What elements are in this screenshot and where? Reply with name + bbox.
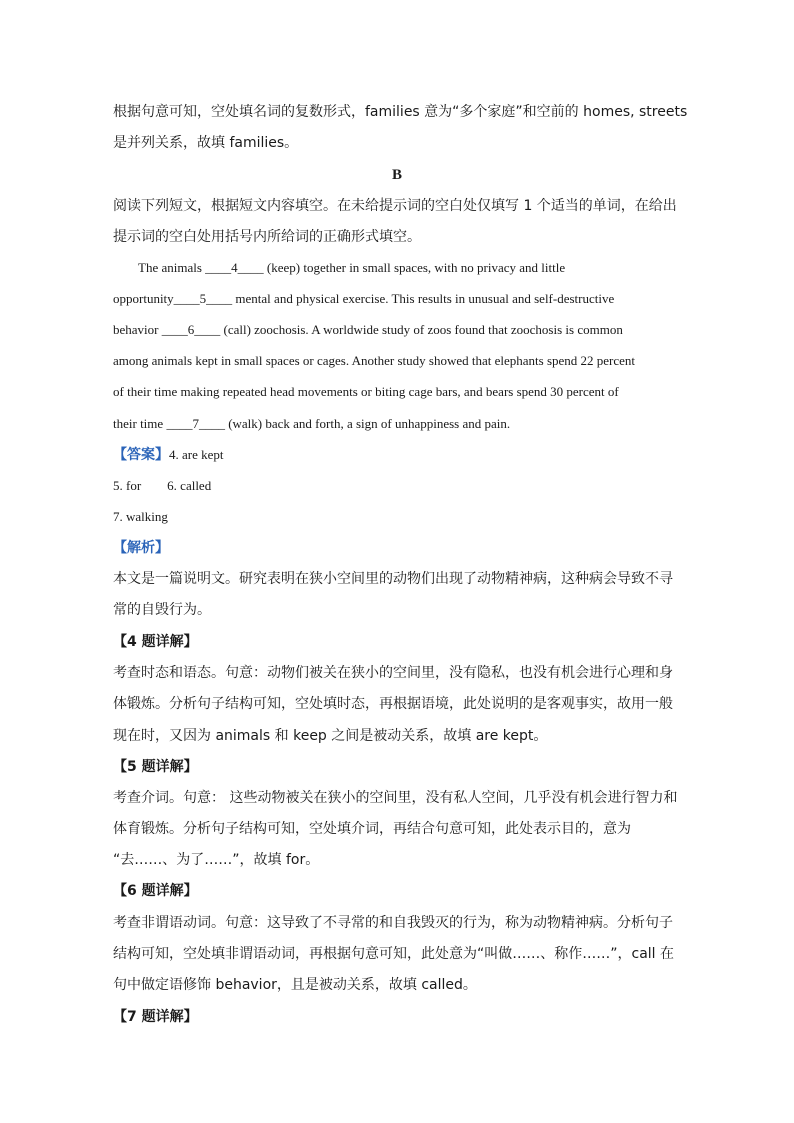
q5-line-3: “去……、为了……”，故填 for。 xyxy=(113,852,320,868)
instructions-line-2: 提示词的空白处用括号内所给词的正确形式填空。 xyxy=(113,229,421,245)
q6-line-1: 考查非谓语动词。句意：这导致了不寻常的和自我毁灭的行为，称为动物精神病。分析句子 xyxy=(113,915,673,931)
q7-tag: 【7 题详解】 xyxy=(113,1009,198,1025)
passage-text: The animals xyxy=(138,260,206,275)
section-heading: B xyxy=(391,167,402,183)
prev-line-2: 是并列关系，故填 families。 xyxy=(113,135,299,151)
q5-line-2: 体育锻炼。分析句子结构可知，空处填介词，再结合句意可知，此处表示目的，意为 xyxy=(113,821,631,837)
passage-text: behavior xyxy=(113,322,162,337)
passage-line-1 xyxy=(138,258,565,278)
q4-line-3: 现在时，又因为 animals 和 keep 之间是被动关系，故填 are kept。 xyxy=(113,728,548,744)
q4-line-1: 考查时态和语态。句意：动物们被关在狭小的空间里，没有隐私，也没有机会进行心理和身 xyxy=(113,665,673,681)
prev-line-1: 根据句意可知，空处填名词的复数形式，families 意为“多个家庭”和空前的 homes, streets xyxy=(113,104,688,120)
answer-tag: 【答案】 xyxy=(113,447,169,463)
passage-text: opportunity xyxy=(113,291,174,306)
passage-line-5: of their time making repeated head movements or biting cage bars, and bears spend 30 percent of xyxy=(113,384,619,399)
analysis-line-1: 本文是一篇说明文。研究表明在狭小空间里的动物们出现了动物精神病，这种病会导致不寻 xyxy=(113,571,673,587)
q6-line-3: 句中做定语修饰 behavior，且是被动关系，故填 called。 xyxy=(113,977,477,993)
blank-7: ____7____ xyxy=(166,416,225,431)
q4-line-2: 体锻炼。分析句子结构可知，空处填时态，再根据语境，此处说明的是客观事实，故用一般 xyxy=(113,696,673,712)
blank-6: ____6____ xyxy=(161,322,221,337)
q5-line-1: 考查介词。句意： 这些动物被关在狭小的空间里，没有私人空间，几乎没有机会进行智力和 xyxy=(113,790,678,806)
passage-text: (walk) back and forth, a sign of unhappiness and pain. xyxy=(224,416,511,431)
q5-tag: 【5 题详解】 xyxy=(113,759,198,775)
passage-text: (call) zoochosis. A worldwide study of zoos found that zoochosis is common xyxy=(220,322,623,337)
analysis-line-2: 常的自毁行为。 xyxy=(113,602,211,618)
passage-line-3 xyxy=(113,320,623,340)
blank-4: ____4____ xyxy=(205,260,264,275)
q4-tag: 【4 题详解】 xyxy=(113,634,198,650)
answer-5: 5. for xyxy=(113,478,142,493)
answer-4: 4. are kept xyxy=(169,447,224,462)
answer-line-1 xyxy=(113,445,224,465)
passage-text: their time xyxy=(113,416,167,431)
analysis-tag: 【解析】 xyxy=(113,540,169,556)
passage-text: (keep) together in small spaces, with no privacy and little xyxy=(263,260,566,275)
answer-6: 6. called xyxy=(167,478,212,493)
blank-5: ____5____ xyxy=(173,291,233,306)
q6-line-2: 结构可知，空处填非谓语动词，再根据句意可知，此处意为“叫做……、称作……”，call 在 xyxy=(113,946,675,962)
instructions-line-1: 阅读下列短文，根据短文内容填空。在未给提示词的空白处仅填写 1 个适当的单词，在给出 xyxy=(113,198,677,214)
q6-tag: 【6 题详解】 xyxy=(113,883,198,899)
passage-line-6 xyxy=(113,414,510,434)
passage-line-4: among animals kept in small spaces or cages. Another study showed that elephants spend 22 percent xyxy=(113,353,636,368)
passage-line-2 xyxy=(113,289,614,309)
passage-text: mental and physical exercise. This results in unusual and self-destructive xyxy=(232,291,615,306)
answer-line-3: 7. walking xyxy=(113,509,168,524)
answer-line-2 xyxy=(113,476,211,496)
